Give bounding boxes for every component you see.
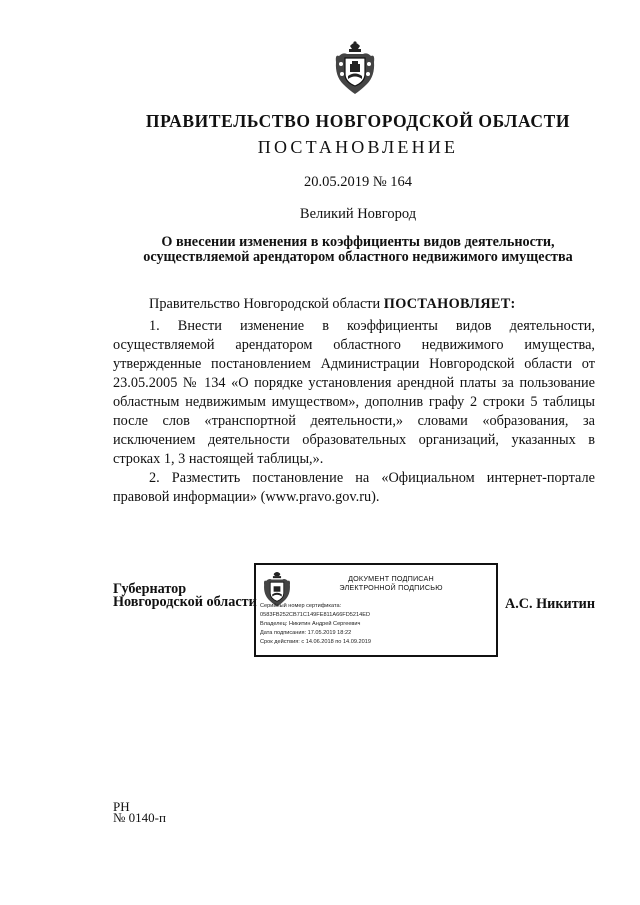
body-item-2: 2. Разместить постановление на «Официальном интернет-портале правовой информации» (www.pravo.gov.ru). bbox=[113, 470, 595, 505]
organization-title: ПРАВИТЕЛЬСТВО НОВГОРОДСКОЙ ОБЛАСТИ bbox=[145, 111, 571, 131]
subject-line: осуществляемой арендатором областного недвижимого имущества bbox=[143, 249, 573, 265]
footer-initials: РН bbox=[113, 799, 130, 814]
body-intro bbox=[113, 295, 595, 314]
electronic-signature-stamp bbox=[254, 563, 498, 657]
document-date-number: 20.05.2019 № 164 bbox=[303, 174, 413, 190]
stamp-cert-number: 0583FB252CB71C149FE811A66FD5214ED bbox=[260, 612, 370, 618]
stamp-cert-label: Серийный номер сертификата: bbox=[260, 603, 342, 609]
document-body bbox=[113, 295, 595, 507]
document-type: ПОСТАНОВЛЕНИЕ bbox=[257, 137, 459, 157]
stamp-title-line: ЭЛЕКТРОННОЙ ПОДПИСЬЮ bbox=[339, 583, 443, 592]
signer-name: А.С. Никитин bbox=[505, 596, 596, 612]
body-item-1: 1. Внести изменение в коэффициенты видов деятельности, осуществляемой арендатором областного недвижимого имущества, утвержденные постановлением Администрации Новгородской области от 23.05.2005 № 134 «О порядке установления арендной платы за пользование областным недвижимым имуществом», дополнив графу 2 строки 5 таблицы после слов «транспортной деятельности,» словами «образования, за исключением деятельности образовательных организаций, указанных в строках 1, 3 настоящей таблицы,». bbox=[113, 318, 595, 467]
document-subject bbox=[110, 235, 606, 265]
stamp-title bbox=[296, 574, 486, 592]
signer-position bbox=[113, 583, 257, 609]
document-city: Великий Новгород bbox=[299, 206, 417, 222]
document-footer bbox=[113, 801, 166, 823]
position-line: Новгородской области bbox=[113, 594, 257, 610]
footer-code: № 0140-п bbox=[113, 810, 166, 825]
stamp-owner: Владелец: Никитин Андрей Сергеевич bbox=[260, 621, 361, 627]
stamp-title-line: ДОКУМЕНТ ПОДПИСАН bbox=[348, 574, 434, 583]
intro-text: Правительство Новгородской области bbox=[149, 296, 384, 312]
coat-of-arms-icon bbox=[333, 40, 377, 96]
stamp-signed-date: Дата подписания: 17.05.2019 18:22 bbox=[260, 630, 352, 636]
decree-word: ПОСТАНОВЛЯЕТ: bbox=[383, 296, 516, 312]
subject-line: О внесении изменения в коэффициенты видов деятельности, bbox=[161, 234, 555, 250]
stamp-validity: Срок действия: с 14.06.2018 по 14.09.2019 bbox=[260, 639, 371, 645]
position-line: Губернатор bbox=[113, 581, 187, 597]
stamp-details bbox=[260, 602, 371, 647]
